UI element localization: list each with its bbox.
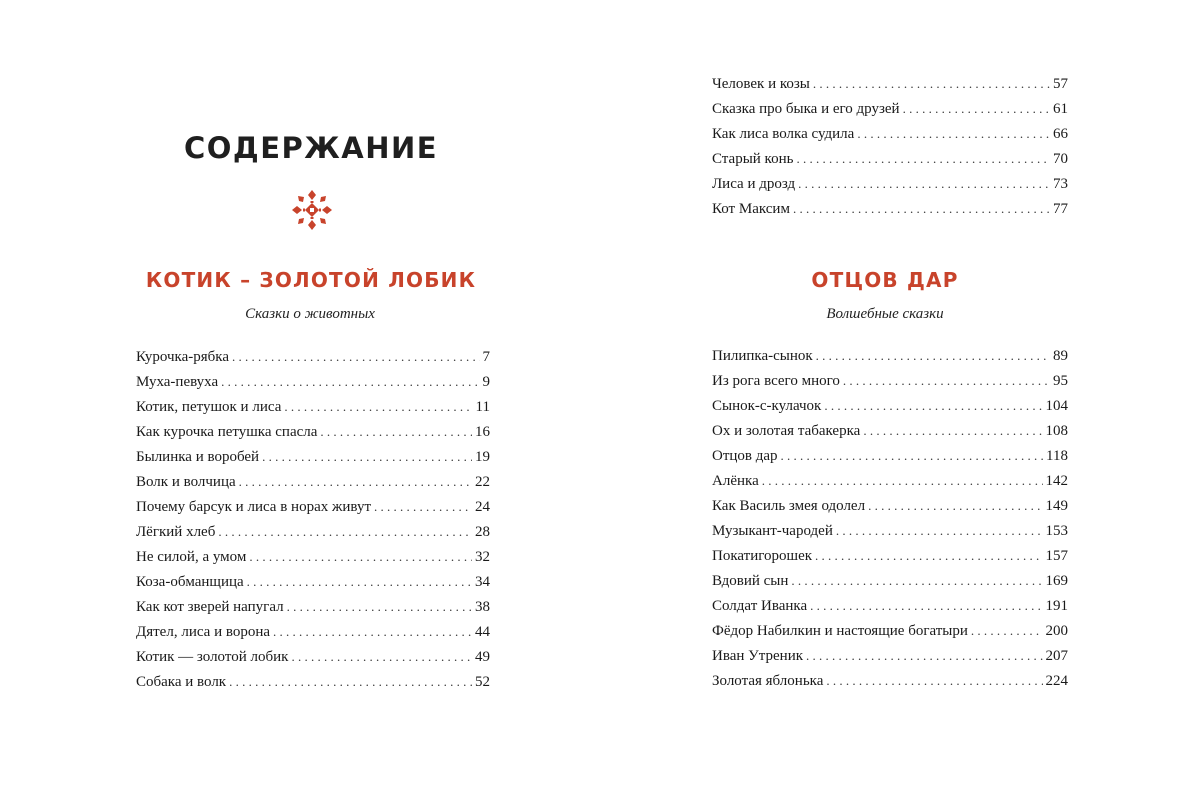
toc-entry-page: 32 — [475, 549, 490, 565]
dot-leader — [971, 618, 1043, 643]
dot-leader — [284, 394, 472, 419]
toc-entry — [136, 444, 490, 469]
dot-leader — [798, 171, 1050, 196]
toc-entry-title: Вдовий сын — [712, 573, 789, 589]
dot-leader — [857, 121, 1050, 146]
toc-entry-page: 89 — [1053, 348, 1068, 364]
dot-leader — [232, 344, 480, 369]
toc-entry-page: 61 — [1053, 101, 1068, 117]
toc-entry-title: Как лиса волка судила — [712, 126, 855, 142]
toc-entry-title: Алёнка — [712, 473, 759, 489]
toc-entry-page: 44 — [475, 624, 490, 640]
toc-entry-title: Старый конь — [712, 151, 794, 167]
toc-entry — [712, 96, 1068, 121]
dot-leader — [836, 518, 1043, 543]
toc-entry-title: Волк и волчица — [136, 474, 236, 490]
toc-entry-title: Сынок-с-кулачок — [712, 398, 822, 414]
toc-entry-title: Коза-обманщица — [136, 574, 244, 590]
toc-entry-title: Солдат Иванка — [712, 598, 808, 614]
dot-leader — [815, 543, 1042, 568]
toc-entry — [136, 369, 490, 394]
toc-entry-title: Не силой, а умом — [136, 549, 247, 565]
toc-entry — [136, 619, 490, 644]
toc-entry-title: Котик — золотой лобик — [136, 649, 289, 665]
toc-entry — [136, 644, 490, 669]
page-title: СОДЕРЖАНИЕ — [183, 131, 439, 165]
toc-entry-title: Как курочка петушка спасла — [136, 424, 318, 440]
dot-leader — [843, 368, 1050, 393]
toc-entry — [136, 344, 490, 369]
toc-entry-page: 11 — [475, 399, 490, 415]
toc-entry-page: 153 — [1045, 523, 1068, 539]
dot-leader — [806, 643, 1042, 668]
toc-entry — [712, 543, 1068, 568]
toc-entry-title: Кот Максим — [712, 201, 790, 217]
toc-entry-page: 34 — [475, 574, 490, 590]
dot-leader — [816, 343, 1050, 368]
dot-leader — [824, 393, 1042, 418]
dot-leader — [291, 644, 472, 669]
toc-list-animals-continued — [712, 71, 1068, 221]
dot-leader — [903, 96, 1050, 121]
dot-leader — [781, 443, 1044, 468]
dot-leader — [221, 369, 479, 394]
dot-leader — [813, 71, 1050, 96]
dot-leader — [762, 468, 1043, 493]
toc-entry — [136, 469, 490, 494]
toc-entry-page: 19 — [475, 449, 490, 465]
toc-entry-page: 108 — [1045, 423, 1068, 439]
toc-entry — [712, 643, 1068, 668]
toc-entry-page: 118 — [1046, 448, 1068, 464]
toc-entry — [712, 121, 1068, 146]
toc-entry — [712, 393, 1068, 418]
toc-entry-page: 7 — [482, 349, 490, 365]
section-subtitle-animals: Сказки о животных — [245, 306, 375, 322]
dot-leader — [793, 196, 1050, 221]
toc-entry-page: 77 — [1053, 201, 1068, 217]
toc-entry-page: 57 — [1053, 76, 1068, 92]
toc-entry-page: 149 — [1045, 498, 1068, 514]
toc-entry-page: 38 — [475, 599, 490, 615]
dot-leader — [262, 444, 472, 469]
toc-entry-title: Иван Утреник — [712, 648, 804, 664]
toc-entry — [712, 593, 1068, 618]
toc-entry — [136, 494, 490, 519]
toc-entry — [712, 618, 1068, 643]
toc-entry-page: 70 — [1053, 151, 1068, 167]
dot-leader — [273, 619, 472, 644]
toc-entry-title: Былинка и воробей — [136, 449, 260, 465]
toc-entry-title: Муха-певуха — [136, 374, 219, 390]
toc-entry — [712, 493, 1068, 518]
dot-leader — [247, 569, 472, 594]
toc-list-magic — [712, 343, 1068, 693]
dot-leader — [218, 519, 472, 544]
toc-entry-page: 22 — [475, 474, 490, 490]
section-subtitle-magic: Волшебные сказки — [826, 306, 944, 322]
toc-entry-page: 52 — [475, 674, 490, 690]
toc-entry-page: 16 — [475, 424, 490, 440]
toc-entry-title: Лиса и дрозд — [712, 176, 796, 192]
toc-list-animals — [136, 344, 490, 694]
section-title-magic: ОТЦОВ ДАР — [811, 268, 959, 292]
toc-entry-title: Музыкант-чародей — [712, 523, 833, 539]
toc-entry-title: Отцов дар — [712, 448, 778, 464]
toc-entry-title: Котик, петушок и лиса — [136, 399, 282, 415]
dot-leader — [287, 594, 472, 619]
toc-entry — [712, 568, 1068, 593]
dot-leader — [320, 419, 472, 444]
toc-entry-page: 191 — [1045, 598, 1068, 614]
toc-entry — [712, 418, 1068, 443]
dot-leader — [791, 568, 1042, 593]
toc-entry-title: Золотая яблонька — [712, 673, 824, 689]
toc-entry — [712, 518, 1068, 543]
dot-leader — [868, 493, 1042, 518]
toc-entry — [136, 594, 490, 619]
toc-entry-page: 200 — [1045, 623, 1068, 639]
toc-entry-page: 104 — [1045, 398, 1068, 414]
toc-entry-page: 157 — [1045, 548, 1068, 564]
toc-entry — [712, 146, 1068, 171]
toc-entry — [136, 544, 490, 569]
toc-entry-page: 49 — [475, 649, 490, 665]
right-page — [600, 0, 1200, 812]
folk-star-ornament-icon — [290, 188, 334, 232]
dot-leader — [374, 494, 472, 519]
dot-leader — [249, 544, 472, 569]
toc-entry-title: Пилипка-сынок — [712, 348, 813, 364]
toc-entry-title: Человек и козы — [712, 76, 810, 92]
toc-entry-page: 73 — [1053, 176, 1068, 192]
toc-entry — [712, 343, 1068, 368]
toc-entry-title: Лёгкий хлеб — [136, 524, 216, 540]
toc-entry — [136, 569, 490, 594]
toc-entry-page: 95 — [1053, 373, 1068, 389]
toc-entry-page: 24 — [475, 499, 490, 515]
toc-entry-title: Сказка про быка и его друзей — [712, 101, 900, 117]
toc-entry — [136, 394, 490, 419]
toc-entry-page: 224 — [1045, 673, 1068, 689]
section-title-animals: КОТИК – ЗОЛОТОЙ ЛОБИК — [145, 268, 477, 292]
toc-entry-title: Ох и золотая табакерка — [712, 423, 861, 439]
toc-entry — [136, 519, 490, 544]
dot-leader — [826, 668, 1042, 693]
toc-entry — [712, 468, 1068, 493]
toc-entry-title: Собака и волк — [136, 674, 227, 690]
toc-entry-title: Дятел, лиса и ворона — [136, 624, 271, 640]
toc-entry — [712, 196, 1068, 221]
toc-entry — [136, 419, 490, 444]
toc-entry — [136, 669, 490, 694]
toc-entry-page: 142 — [1045, 473, 1068, 489]
toc-entry — [712, 71, 1068, 96]
toc-entry-title: Как Василь змея одолел — [712, 498, 866, 514]
toc-entry — [712, 368, 1068, 393]
dot-leader — [229, 669, 472, 694]
toc-entry-title: Курочка-рябка — [136, 349, 229, 365]
dot-leader — [863, 418, 1042, 443]
toc-entry-title: Фёдор Набилкин и настоящие богатыри — [712, 623, 968, 639]
toc-entry-title: Из рога всего много — [712, 373, 840, 389]
toc-entry-title: Как кот зверей напугал — [136, 599, 284, 615]
toc-entry — [712, 171, 1068, 196]
toc-entry-page: 169 — [1045, 573, 1068, 589]
toc-entry-page: 66 — [1053, 126, 1068, 142]
toc-entry-title: Покатигорошек — [712, 548, 813, 564]
dot-leader — [239, 469, 472, 494]
dot-leader — [796, 146, 1050, 171]
toc-entry-page: 207 — [1045, 648, 1068, 664]
toc-entry-page: 9 — [482, 374, 490, 390]
toc-entry-page: 28 — [475, 524, 490, 540]
toc-entry — [712, 443, 1068, 468]
toc-entry-title: Почему барсук и лиса в норах живут — [136, 499, 371, 515]
dot-leader — [810, 593, 1042, 618]
toc-entry — [712, 668, 1068, 693]
